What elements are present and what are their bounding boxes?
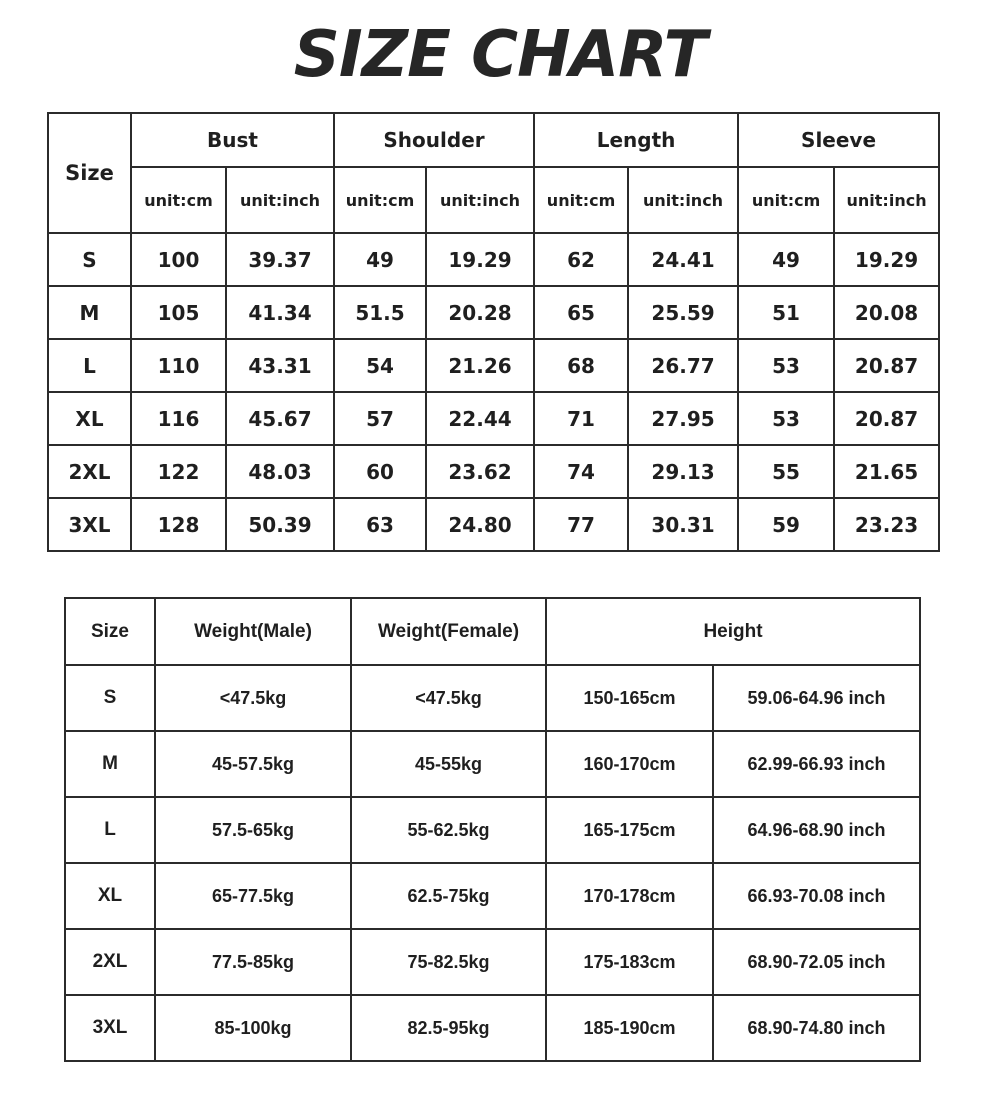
height-cm-cell: 175-183cm (546, 929, 713, 995)
value-cell: 20.08 (834, 286, 939, 339)
weight-male-cell: 57.5-65kg (155, 797, 351, 863)
group-header-length: Length (534, 113, 738, 167)
value-cell: 62 (534, 233, 628, 286)
value-cell: 24.80 (426, 498, 534, 551)
value-cell: 74 (534, 445, 628, 498)
value-cell: 116 (131, 392, 226, 445)
weight-male-cell: 77.5-85kg (155, 929, 351, 995)
size-cell: S (65, 665, 155, 731)
size-cell: 3XL (65, 995, 155, 1061)
value-cell: 65 (534, 286, 628, 339)
size-cell: M (48, 286, 131, 339)
table-row (65, 665, 920, 731)
size-cell: M (65, 731, 155, 797)
height-header: Height (546, 598, 920, 665)
table-row (65, 863, 920, 929)
size-cell: S (48, 233, 131, 286)
table-row (48, 445, 939, 498)
value-cell: 45.67 (226, 392, 334, 445)
unit-header-cm: unit:cm (534, 167, 628, 233)
weight-male-cell: 45-57.5kg (155, 731, 351, 797)
value-cell: 100 (131, 233, 226, 286)
value-cell: 24.41 (628, 233, 738, 286)
value-cell: 57 (334, 392, 426, 445)
value-cell: 54 (334, 339, 426, 392)
height-cm-cell: 165-175cm (546, 797, 713, 863)
value-cell: 53 (738, 339, 834, 392)
height-inch-cell: 64.96-68.90 inch (713, 797, 920, 863)
value-cell: 122 (131, 445, 226, 498)
value-cell: 77 (534, 498, 628, 551)
value-cell: 20.87 (834, 339, 939, 392)
table-row (65, 797, 920, 863)
unit-header-cm: unit:cm (738, 167, 834, 233)
table-row (48, 498, 939, 551)
unit-header-inch: unit:inch (628, 167, 738, 233)
weight-female-cell: 82.5-95kg (351, 995, 546, 1061)
size-corner-header: Size (48, 113, 131, 233)
size-cell: 2XL (48, 445, 131, 498)
height-inch-cell: 59.06-64.96 inch (713, 665, 920, 731)
value-cell: 19.29 (834, 233, 939, 286)
weight-female-cell: 75-82.5kg (351, 929, 546, 995)
table-row (48, 233, 939, 286)
size-cell: L (65, 797, 155, 863)
group-header-shoulder: Shoulder (334, 113, 534, 167)
height-inch-cell: 66.93-70.08 inch (713, 863, 920, 929)
weight-female-cell: 45-55kg (351, 731, 546, 797)
unit-header-cm: unit:cm (334, 167, 426, 233)
value-cell: 55 (738, 445, 834, 498)
weight-female-cell: <47.5kg (351, 665, 546, 731)
value-cell: 26.77 (628, 339, 738, 392)
table-row (65, 929, 920, 995)
table-row (48, 286, 939, 339)
height-cm-cell: 185-190cm (546, 995, 713, 1061)
body-measurements-table (64, 597, 921, 1062)
measurement-table (47, 112, 940, 552)
value-cell: 110 (131, 339, 226, 392)
height-cm-cell: 170-178cm (546, 863, 713, 929)
value-cell: 51.5 (334, 286, 426, 339)
value-cell: 41.34 (226, 286, 334, 339)
size-cell: XL (48, 392, 131, 445)
value-cell: 39.37 (226, 233, 334, 286)
weight-male-cell: 85-100kg (155, 995, 351, 1061)
value-cell: 20.28 (426, 286, 534, 339)
value-cell: 51 (738, 286, 834, 339)
value-cell: 49 (738, 233, 834, 286)
value-cell: 19.29 (426, 233, 534, 286)
value-cell: 53 (738, 392, 834, 445)
table-row (48, 392, 939, 445)
value-cell: 25.59 (628, 286, 738, 339)
height-cm-cell: 150-165cm (546, 665, 713, 731)
table-row (48, 339, 939, 392)
table-row (65, 731, 920, 797)
size-cell: XL (65, 863, 155, 929)
value-cell: 22.44 (426, 392, 534, 445)
value-cell: 50.39 (226, 498, 334, 551)
weight-female-cell: 62.5-75kg (351, 863, 546, 929)
value-cell: 60 (334, 445, 426, 498)
unit-header-inch: unit:inch (426, 167, 534, 233)
value-cell: 29.13 (628, 445, 738, 498)
table-row (65, 995, 920, 1061)
weight-male-header: Weight(Male) (155, 598, 351, 665)
value-cell: 23.62 (426, 445, 534, 498)
value-cell: 21.65 (834, 445, 939, 498)
size-cell: L (48, 339, 131, 392)
size-header: Size (65, 598, 155, 665)
group-header-sleeve: Sleeve (738, 113, 939, 167)
weight-female-header: Weight(Female) (351, 598, 546, 665)
value-cell: 21.26 (426, 339, 534, 392)
value-cell: 63 (334, 498, 426, 551)
value-cell: 59 (738, 498, 834, 551)
unit-header-inch: unit:inch (226, 167, 334, 233)
group-header-bust: Bust (131, 113, 334, 167)
value-cell: 105 (131, 286, 226, 339)
value-cell: 49 (334, 233, 426, 286)
value-cell: 23.23 (834, 498, 939, 551)
height-cm-cell: 160-170cm (546, 731, 713, 797)
value-cell: 43.31 (226, 339, 334, 392)
unit-header-inch: unit:inch (834, 167, 939, 233)
size-cell: 3XL (48, 498, 131, 551)
height-inch-cell: 68.90-74.80 inch (713, 995, 920, 1061)
value-cell: 48.03 (226, 445, 334, 498)
value-cell: 68 (534, 339, 628, 392)
weight-female-cell: 55-62.5kg (351, 797, 546, 863)
height-inch-cell: 68.90-72.05 inch (713, 929, 920, 995)
value-cell: 27.95 (628, 392, 738, 445)
value-cell: 20.87 (834, 392, 939, 445)
value-cell: 30.31 (628, 498, 738, 551)
size-cell: 2XL (65, 929, 155, 995)
weight-male-cell: <47.5kg (155, 665, 351, 731)
value-cell: 128 (131, 498, 226, 551)
value-cell: 71 (534, 392, 628, 445)
height-inch-cell: 62.99-66.93 inch (713, 731, 920, 797)
page-title: SIZE CHART (293, 18, 707, 92)
unit-header-cm: unit:cm (131, 167, 226, 233)
weight-male-cell: 65-77.5kg (155, 863, 351, 929)
